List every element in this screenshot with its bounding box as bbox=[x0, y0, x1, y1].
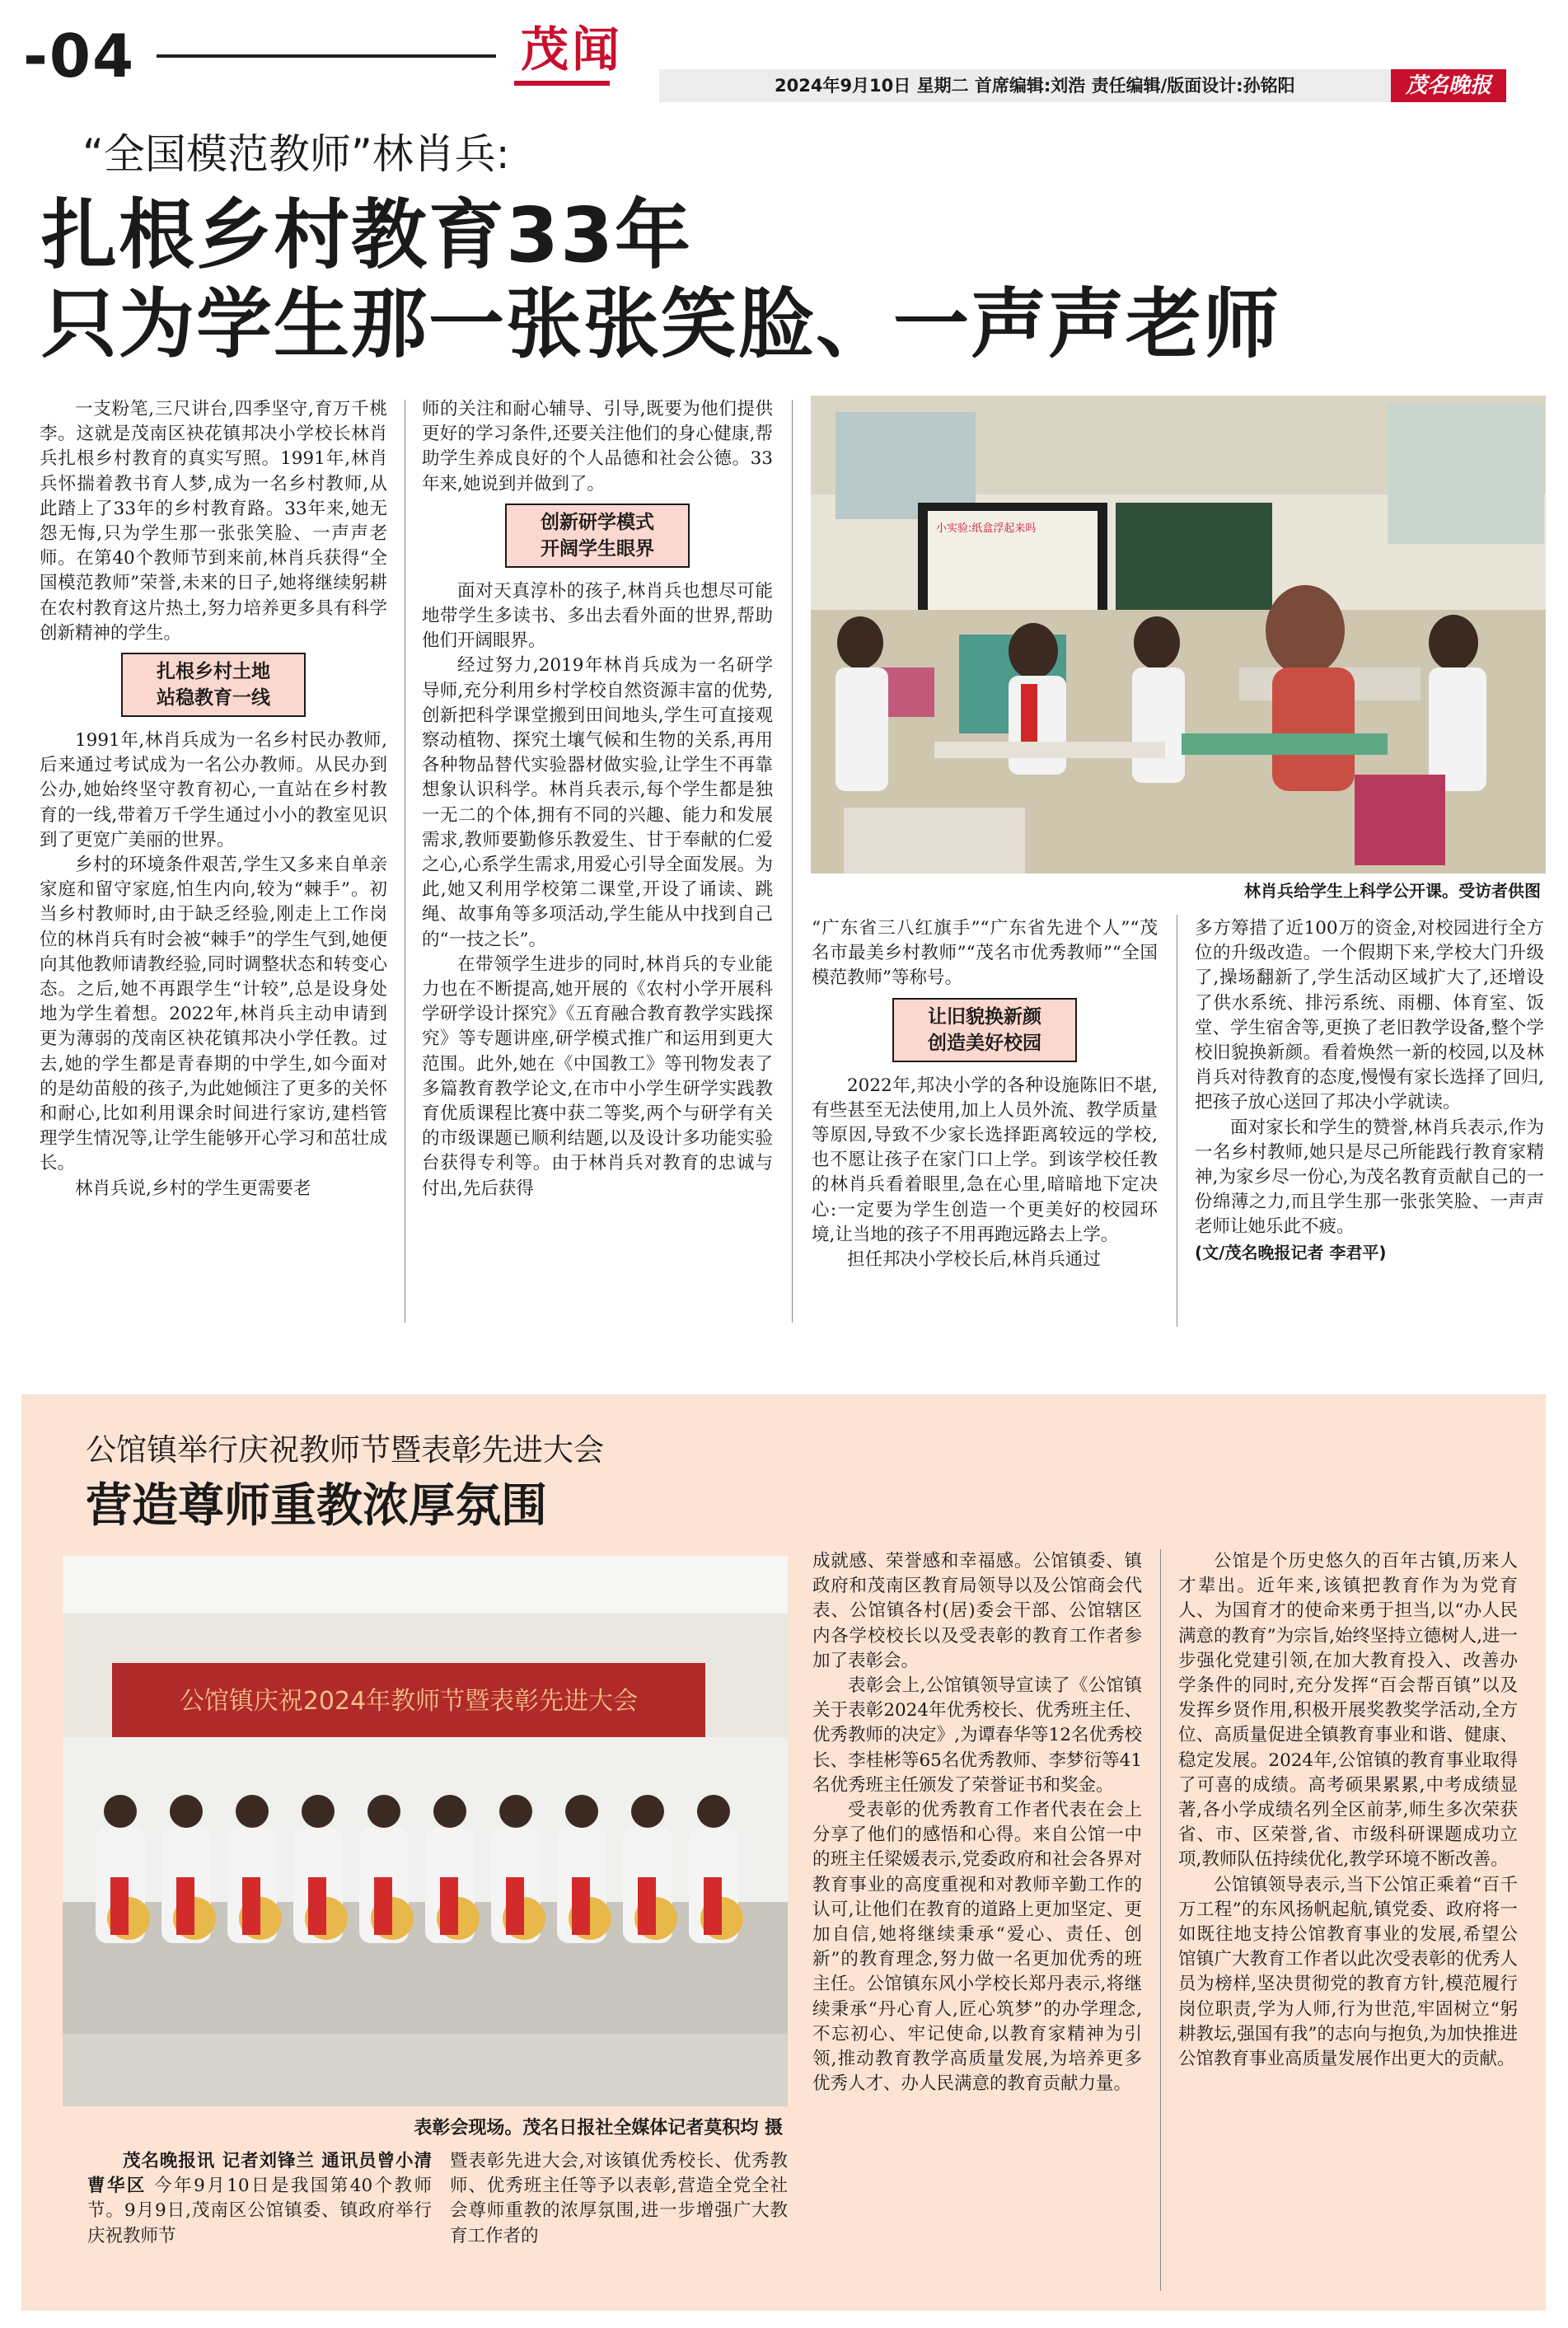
dateline: 2024年9月10日 星期二 首席编辑:刘浩 责任编辑/版面设计:孙铭阳 bbox=[775, 76, 1295, 96]
newspaper-logo: 茂名晚报 bbox=[1391, 69, 1506, 102]
article2-column-1 bbox=[87, 2149, 432, 2249]
subhead-1: 扎根乡村土地 站稳教育一线 bbox=[121, 653, 306, 717]
paragraph: 多方筹措了近100万的资金,对校园进行全方位的升级改造。一个假期下来,学校大门升级了,操场翻新了,学生活动区域扩大了,还增设了供水系统、排污系统、雨棚、体育室、饭堂、学生宿舍等,更换了老旧教学设备,整个学校旧貌换新颜。看着焕然一新的校园,以及林肖兵对待教育的态度,慢慢有家长选择了回归,把孩子放心送回了邦决小学就读。 bbox=[1195, 918, 1544, 1113]
subhead-2: 创新研学模式 开阔学生眼界 bbox=[505, 504, 690, 568]
paragraph: “广东省三八红旗手”“广东省先进个人”“茂名市最美乡村教师”“茂名市优秀教师”“全国模范教师”等称号。 bbox=[812, 918, 1158, 989]
paragraph: 受表彰的优秀教育工作者代表在会上分享了他们的感悟和心得。来自公馆一中的班主任梁媛表示,党委政府和社会各界对教育事业的高度重视和对教师辛勤工作的认可,让他们在教育的道路上更加坚定、更加自信,她将继续秉承“爱心、责任、创新”的教育理念,努力做一名更加优秀的班主任。公馆镇东风小学校长郑丹表示,将继续秉承“丹心育人,匠心筑梦”的办学理念,不忘初心、牢记使命,以教育家精神为引领,推动教育教学高质量发展,为培养更多优秀人才、办人民满意的教育贡献力量。 bbox=[812, 1800, 1142, 2095]
article2-column-4 bbox=[1178, 1549, 1518, 2072]
banner-text: 公馆镇庆祝2024年教师节暨表彰先进大会 bbox=[179, 1687, 639, 1716]
paragraph: 在带领学生进步的同时,林肖兵的专业能力也在不断提高,她开展的《农村小学开展科学研学设计探究》《五育融合教育教学实践探究》等专题讲座,研学模式推广和运用到更大范围。此外,她在《中国教工》等刊物发表了多篇教育教学论文,在市中小学生研学实践教育优质课程比赛中获二等奖,两个与研学有关的市级课题已顺利结题,以及设计多功能实验台获得专利等。由于林肖兵对教育的忠诚与付出,先后获得 bbox=[422, 953, 773, 1199]
article1-column-3 bbox=[812, 916, 1158, 1272]
article2-byline: 茂名晚报讯 记者刘锋兰 通讯员曾小清 曹华区 bbox=[87, 2151, 432, 2197]
section-title: 茂闻 bbox=[521, 21, 624, 77]
article1-title-line1: 扎根乡村教育33年 bbox=[41, 191, 693, 279]
page-number: -04 bbox=[23, 21, 136, 91]
paragraph: 面对家长和学生的赞誉,林肖兵表示,作为一名乡村教师,她只是尽己所能践行教育家精神,为家乡尽一份心,为茂名教育贡献自己的一份绵薄之力,而且学生那一张张笑脸、一声声老师让她乐此不疲。 bbox=[1195, 1117, 1544, 1238]
photo2-caption: 表彰会现场。茂名日报社全媒体记者莫积均 摄 bbox=[414, 2118, 783, 2138]
paragraph: 面对天真淳朴的孩子,林肖兵也想尽可能地带学生多读书、多出去看外面的世界,帮助他们开阔眼界。 bbox=[422, 580, 773, 652]
paragraph: 公馆是个历史悠久的百年古镇,历来人才辈出。近年来,该镇把教育作为为党育人、为国育才的使命来勇于担当,以“办人民满意的教育”为宗旨,始终坚持立德树人,进一步强化党建引领,在加大教育投入、改善办学条件的同时,充分发挥“百会帮百镇”以及发挥乡贤作用,积极开展奖教奖学活动,全方位、高质量促进全镇教育事业和谐、健康、稳定发展。2024年,公馆镇的教育事业取得了可喜的成绩。高考硕果累累,中考成绩显著,各小学成绩名列全区前茅,师生多次荣获省、市、区荣誉,省、市级科研课题成功立项,教师队伍持续优化,教学环境不断改善。 bbox=[1178, 1551, 1518, 1871]
paragraph: 经过努力,2019年林肖兵成为一名研学导师,充分利用乡村学校自然资源丰富的优势,创新把科学课堂搬到田间地头,学生可直接观察动植物、探究土壤气候和生物的关系,再用各种物品替代实验器材做实验,让学生不再靠想象认识科学。林肖兵表示,每个学生都是独一无二的个体,拥有不同的兴趣、能力和发展需求,教师要勤修乐教爱生、甘于奉献的仁爱之心,心系学生需求,用爱心引导全面发展。为此,她又利用学校第二课堂,开设了诵读、跳绳、故事角等多项活动,学生能从中找到自己的“一技之长”。 bbox=[422, 655, 773, 950]
paragraph: 2022年,邦决小学的各种设施陈旧不堪,有些甚至无法使用,加上人员外流、教学质量等原因,导致不少家长选择距离较远的学校,也不愿让孩子在家门口上学。到该学校任教的林肖兵看着眼里,急在心里,暗暗地下定决心:一定要为学生创造一个更美好的校园环境,让当地的孩子不用再跑远路去上学。 bbox=[812, 1075, 1158, 1245]
article1-column-1 bbox=[40, 397, 387, 1201]
photo1-caption: 林肖兵给学生上科学公开课。受访者供图 bbox=[1244, 881, 1541, 901]
page-number-value: 04 bbox=[49, 21, 136, 91]
column-separator bbox=[792, 400, 793, 1323]
article2-lead: 今年9月10日是我国第40个教师节。9月9日,茂南区公馆镇委、镇政府举行庆祝教师节 bbox=[87, 2176, 432, 2246]
paragraph: 一支粉笔,三尺讲台,四季坚守,育万千桃李。这就是茂南区袂花镇邦决小学校长林肖兵扎根乡村教育的真实写照。1991年,林肖兵怀揣着教书育人梦,成为一名乡村教师,从此踏上了33年的乡村教育路。33年来,她无怨无悔,只为学生那一张张笑脸、一声声老师。在第40个教师节到来前,林肖兵获得“全国模范教师”荣誉,未来的日子,她将继续躬耕在农村教育这片热土,努力培养更多具有科学创新精神的学生。 bbox=[40, 399, 387, 644]
article2-title: 营造尊师重教浓厚氛围 bbox=[86, 1479, 547, 1533]
article1-column-4 bbox=[1195, 916, 1544, 1265]
article1-column-2 bbox=[422, 397, 773, 1201]
article2-column-2 bbox=[450, 2149, 788, 2249]
article1-title-line2: 只为学生那一张张笑脸、一声声老师 bbox=[41, 280, 1281, 368]
article2-column-3 bbox=[812, 1549, 1142, 2096]
article1-kicker: “全国模范教师”林肖兵: bbox=[82, 130, 510, 178]
subhead-3: 让旧貌换新颜 创造美好校园 bbox=[892, 998, 1077, 1062]
paragraph: 成就感、荣誉感和幸福感。公馆镇委、镇政府和茂南区教育局领导以及公馆商会代表、公馆镇各村(居)委会干部、公馆辖区内各学校校长以及受表彰的教育工作者参加了表彰会。 bbox=[812, 1551, 1142, 1671]
paragraph: 表彰会上,公馆镇领导宣读了《公馆镇关于表彰2024年优秀校长、优秀班主任、优秀教师的决定》,为谭春华等12名优秀校长、李桂彬等65名优秀教师、李梦衍等41名优秀班主任颁发了荣誉证书和奖金。 bbox=[812, 1675, 1142, 1796]
ceremony-photo bbox=[63, 1556, 788, 2106]
paragraph: 暨表彰先进大会,对该镇优秀校长、优秀教师、优秀班主任等予以表彰,营造全党全社会尊师重教的浓厚氛围,进一步增强广大教育工作者的 bbox=[450, 2151, 788, 2246]
header-rule bbox=[157, 54, 496, 58]
article2-kicker: 公馆镇举行庆祝教师节暨表彰先进大会 bbox=[86, 1432, 604, 1468]
paragraph bbox=[87, 2149, 432, 2249]
paragraph: 公馆镇领导表示,当下公馆正乘着“百千万工程”的东风扬帆起航,镇党委、政府将一如既往地支持公馆教育事业的发展,希望公馆镇广大教育工作者以此次受表彰的优秀人员为榜样,坚决贯彻党的教育方针,模范履行岗位职责,学为人师,行为世范,牢固树立“躬耕教坛,强国有我”的志向与抱负,为加快推进公馆教育事业高质量发展作出更大的贡献。 bbox=[1178, 1874, 1518, 2070]
paragraph: 1991年,林肖兵成为一名乡村民办教师,后来通过考试成为一名公办教师。从民办到公办,她始终坚守教育初心,一直站在乡村教育的一线,带着万千学生通过小小的教室见识到了更宽广美丽的世界。 bbox=[40, 730, 387, 850]
paragraph: 师的关注和耐心辅导、引导,既要为他们提供更好的学习条件,还要关注他们的身心健康,帮助学生养成良好的个人品德和社会公德。33年来,她说到并做到了。 bbox=[422, 399, 773, 494]
paragraph: 乡村的环境条件艰苦,学生又多来自单亲家庭和留守家庭,怕生内向,较为“棘手”。初当乡村教师时,由于缺乏经验,刚走上工作岗位的林肖兵有时会被“棘手”的学生气到,她便向其他教师请教经验,同时调整状态和转变心态。之后,她不再跟学生“计较”,总是设身处地为学生着想。2022年,林肖兵主动申请到更为薄弱的茂南区袂花镇邦决小学任教。过去,她的学生都是青春期的中学生,如今面对的是幼苗般的孩子,为此她倾注了更多的关怀和耐心,比如利用课余时间进行家访,建档管理学生情况等,让学生能够开心学习和茁壮成长。 bbox=[40, 855, 387, 1174]
paragraph: 林肖兵说,乡村的学生更需要老 bbox=[75, 1178, 311, 1199]
board-text: 小实验:纸盒浮起来吗 bbox=[936, 522, 1037, 535]
paragraph: 担任邦决小学校长后,林肖兵通过 bbox=[847, 1249, 1101, 1271]
column-separator bbox=[1160, 1549, 1161, 2291]
article1-byline: (文/茂名晚报记者 李君平) bbox=[1195, 1242, 1387, 1262]
classroom-photo bbox=[811, 396, 1546, 874]
section-underline bbox=[514, 81, 610, 86]
